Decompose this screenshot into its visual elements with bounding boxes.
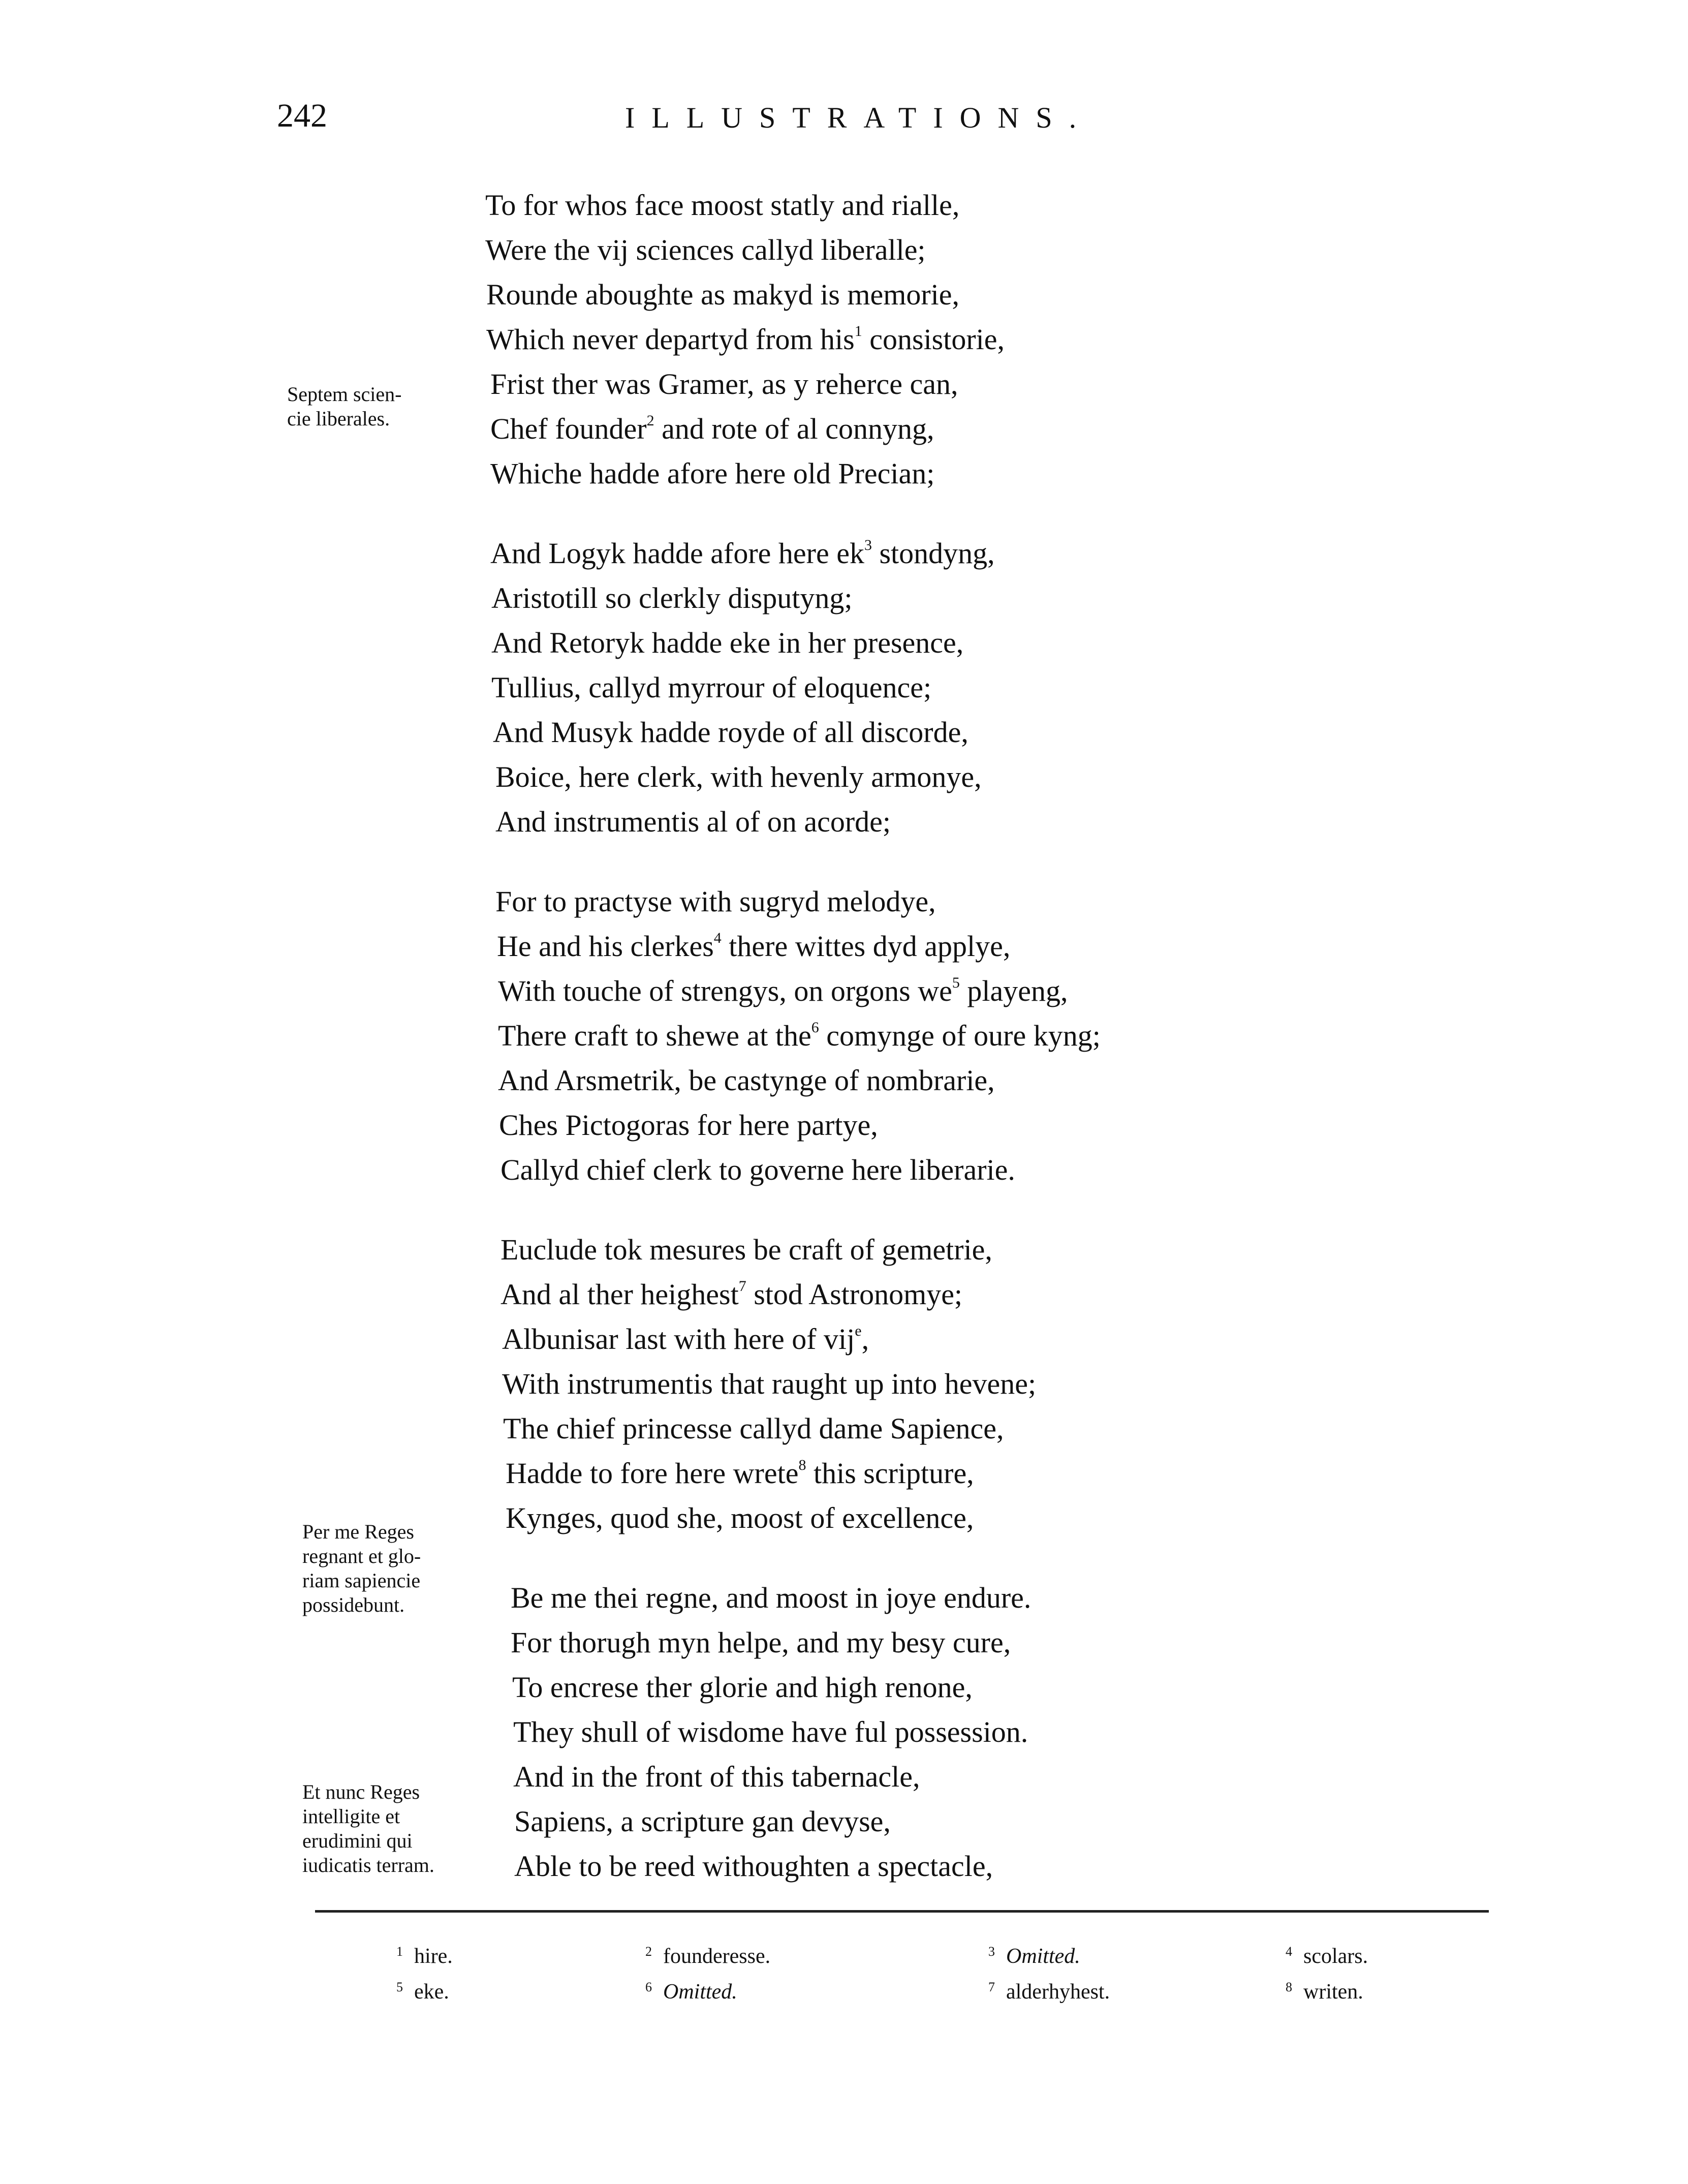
verse-text: And Arsmetrik, be castynge of nombrarie, bbox=[498, 1064, 995, 1097]
footnote bbox=[645, 1944, 770, 1968]
verse-text: And Musyk hadde royde of all discorde, bbox=[493, 716, 968, 749]
verse-line bbox=[503, 1411, 1004, 1445]
verse-line bbox=[495, 805, 891, 839]
verse-text: Rounde aboughte as makyd is memorie, bbox=[486, 278, 960, 311]
verse-line bbox=[511, 1581, 1031, 1615]
verse-text: And in the front of this tabernacle, bbox=[513, 1760, 920, 1793]
footnote-text: founderesse. bbox=[663, 1945, 771, 1968]
verse-text-continued: stod Astronomye; bbox=[746, 1278, 963, 1311]
verse-line bbox=[491, 626, 963, 660]
verse-line bbox=[486, 322, 1005, 356]
verse-line bbox=[491, 581, 852, 615]
footnote-marker: 7 bbox=[738, 1278, 746, 1295]
footnote-text: eke. bbox=[414, 1980, 449, 2004]
footnote-number: 8 bbox=[1286, 1980, 1292, 1994]
verse-line bbox=[506, 1456, 974, 1490]
verse-line bbox=[498, 974, 1068, 1008]
verse-text: Hadde to fore here wrete bbox=[506, 1457, 799, 1490]
verse-line bbox=[502, 1322, 869, 1356]
footnote-marker: 8 bbox=[798, 1457, 806, 1473]
footnote bbox=[396, 1944, 453, 1968]
verse-text: Boice, here clerk, with hevenly armonye, bbox=[495, 760, 982, 793]
footnote-marker: e bbox=[855, 1322, 862, 1339]
verse-text: Which never departyd from his bbox=[486, 323, 855, 356]
verse-line bbox=[485, 188, 959, 222]
verse-text: Callyd chief clerk to governe here liberarie. bbox=[501, 1153, 1015, 1186]
verse-text: They shull of wisdome have ful possession. bbox=[513, 1715, 1028, 1748]
footnote-rule bbox=[315, 1910, 1489, 1913]
verse-text-continued: and rote of al connyng, bbox=[654, 412, 934, 445]
margin-note-line: cie liberales. bbox=[287, 407, 390, 430]
margin-note bbox=[287, 382, 402, 431]
margin-note bbox=[302, 1520, 421, 1617]
verse-text: And al ther heighest bbox=[501, 1278, 739, 1311]
verse-line bbox=[490, 536, 995, 570]
footnote-text: scolars. bbox=[1303, 1945, 1368, 1968]
margin-note-line: erudimini qui bbox=[302, 1829, 413, 1852]
margin-note bbox=[302, 1780, 434, 1878]
margin-note-line: Et nunc Reges bbox=[302, 1780, 420, 1803]
footnote bbox=[645, 1980, 737, 2004]
verse-line bbox=[486, 278, 959, 312]
verse-text: Sapiens, a scripture gan devyse, bbox=[514, 1805, 891, 1838]
verse-line bbox=[490, 412, 934, 446]
verse-line bbox=[497, 929, 1010, 963]
verse-text: Be me thei regne, and moost in joye endure. bbox=[511, 1581, 1031, 1614]
verse-line bbox=[514, 1804, 891, 1838]
verse-text: And Retoryk hadde eke in her presence, bbox=[491, 626, 964, 659]
verse-line bbox=[513, 1760, 920, 1794]
footnote-number: 7 bbox=[988, 1980, 995, 1994]
footnote-text: Omitted. bbox=[663, 1980, 737, 2004]
footnote-number: 5 bbox=[396, 1980, 403, 1994]
footnote-number: 1 bbox=[396, 1944, 403, 1959]
verse-line bbox=[501, 1233, 992, 1267]
footnote-marker: 2 bbox=[646, 412, 654, 429]
footnote bbox=[1286, 1944, 1368, 1968]
margin-note-line: intelligite et bbox=[302, 1805, 400, 1828]
verse-line bbox=[511, 1625, 1011, 1659]
verse-text: And instrumentis al of on acorde; bbox=[495, 805, 891, 838]
verse-text: Albunisar last with here of vij bbox=[502, 1322, 855, 1356]
footnote-text: Omitted. bbox=[1006, 1945, 1080, 1968]
verse-text-continued: stondyng, bbox=[871, 537, 995, 570]
running-title: ILLUSTRATIONS. bbox=[625, 101, 1093, 134]
margin-note-line: riam sapiencie bbox=[302, 1569, 421, 1592]
verse-text: With instrumentis that raught up into hevene; bbox=[502, 1367, 1037, 1400]
verse-line bbox=[506, 1501, 974, 1535]
verse-text: Aristotill so clerkly disputyng; bbox=[491, 581, 853, 614]
footnote-text: hire. bbox=[414, 1945, 453, 1968]
verse-line bbox=[502, 1367, 1036, 1401]
verse-text-continued: , bbox=[861, 1322, 869, 1356]
verse-text: Whiche hadde afore here old Precian; bbox=[490, 457, 935, 490]
footnote-marker: 4 bbox=[713, 930, 722, 946]
footnote bbox=[988, 1980, 1110, 2004]
margin-note-line: Per me Reges bbox=[302, 1520, 414, 1543]
footnote-number: 2 bbox=[645, 1944, 652, 1959]
verse-text: Were the vij sciences callyd liberalle; bbox=[485, 233, 926, 266]
verse-text: Chef founder bbox=[490, 412, 647, 445]
footnote-marker: 1 bbox=[854, 323, 862, 340]
verse-text: To for whos face moost statly and rialle, bbox=[485, 189, 960, 222]
verse-text: For to practyse with sugryd melodye, bbox=[495, 885, 936, 918]
footnote-marker: 6 bbox=[811, 1019, 819, 1036]
verse-text: With touche of strengys, on orgons we bbox=[498, 974, 952, 1007]
verse-line bbox=[491, 670, 931, 704]
verse-text: The chief princesse callyd dame Sapience, bbox=[503, 1412, 1004, 1445]
verse-line bbox=[490, 367, 958, 401]
verse-line bbox=[499, 1108, 878, 1142]
verse-line bbox=[490, 456, 934, 490]
verse-text-continued: comynge of oure kyng; bbox=[819, 1019, 1101, 1052]
verse-line bbox=[501, 1153, 1015, 1187]
verse-text: Ches Pictogoras for here partye, bbox=[499, 1109, 878, 1142]
page-number: 242 bbox=[277, 97, 327, 134]
verse-line bbox=[498, 1019, 1101, 1053]
verse-line bbox=[495, 884, 936, 918]
verse-text: Kynges, quod she, moost of excellence, bbox=[506, 1501, 974, 1534]
margin-note-line: possidebunt. bbox=[302, 1593, 405, 1616]
verse-line bbox=[514, 1849, 993, 1883]
footnote-marker: 3 bbox=[864, 537, 872, 553]
footnote bbox=[988, 1944, 1080, 1968]
verse-text-continued: this scripture, bbox=[806, 1457, 974, 1490]
footnote-text: writen. bbox=[1303, 1980, 1363, 2004]
footnote-text: alderhyhest. bbox=[1006, 1980, 1110, 2004]
verse-line bbox=[512, 1670, 973, 1704]
verse-line bbox=[493, 715, 968, 749]
verse-line bbox=[501, 1277, 962, 1311]
verse-line bbox=[485, 233, 926, 267]
verse-text: There craft to shewe at the bbox=[498, 1019, 811, 1052]
verse-text-continued: playeng, bbox=[959, 974, 1068, 1007]
footnote-number: 4 bbox=[1286, 1944, 1292, 1959]
verse-text: He and his clerkes bbox=[497, 930, 714, 963]
verse-text: Tullius, callyd myrrour of eloquence; bbox=[491, 671, 932, 704]
margin-note-line: regnant et glo- bbox=[302, 1545, 421, 1567]
footnote-number: 3 bbox=[988, 1944, 995, 1959]
verse-text-continued: there wittes dyd applye, bbox=[721, 930, 1011, 963]
footnote bbox=[1286, 1980, 1363, 2004]
margin-note-line: Septem scien- bbox=[287, 383, 402, 406]
verse-text: And Logyk hadde afore here ek bbox=[490, 537, 864, 570]
verse-line bbox=[495, 760, 982, 794]
verse-text: Able to be reed withoughten a spectacle, bbox=[514, 1850, 993, 1883]
footnote-marker: 5 bbox=[952, 974, 960, 991]
verse-text: To encrese ther glorie and high renone, bbox=[512, 1671, 973, 1704]
verse-line bbox=[513, 1715, 1028, 1749]
verse-text-continued: consistorie, bbox=[862, 323, 1005, 356]
margin-note-line: iudicatis terram. bbox=[302, 1854, 434, 1877]
verse-text: Euclude tok mesures be craft of gemetrie, bbox=[501, 1233, 992, 1266]
footnote bbox=[396, 1980, 449, 2004]
verse-text: For thorugh myn helpe, and my besy cure, bbox=[511, 1626, 1011, 1659]
footnote-number: 6 bbox=[645, 1980, 652, 1994]
verse-text: Frist ther was Gramer, as y reherce can, bbox=[490, 367, 958, 401]
verse-line bbox=[498, 1063, 995, 1097]
